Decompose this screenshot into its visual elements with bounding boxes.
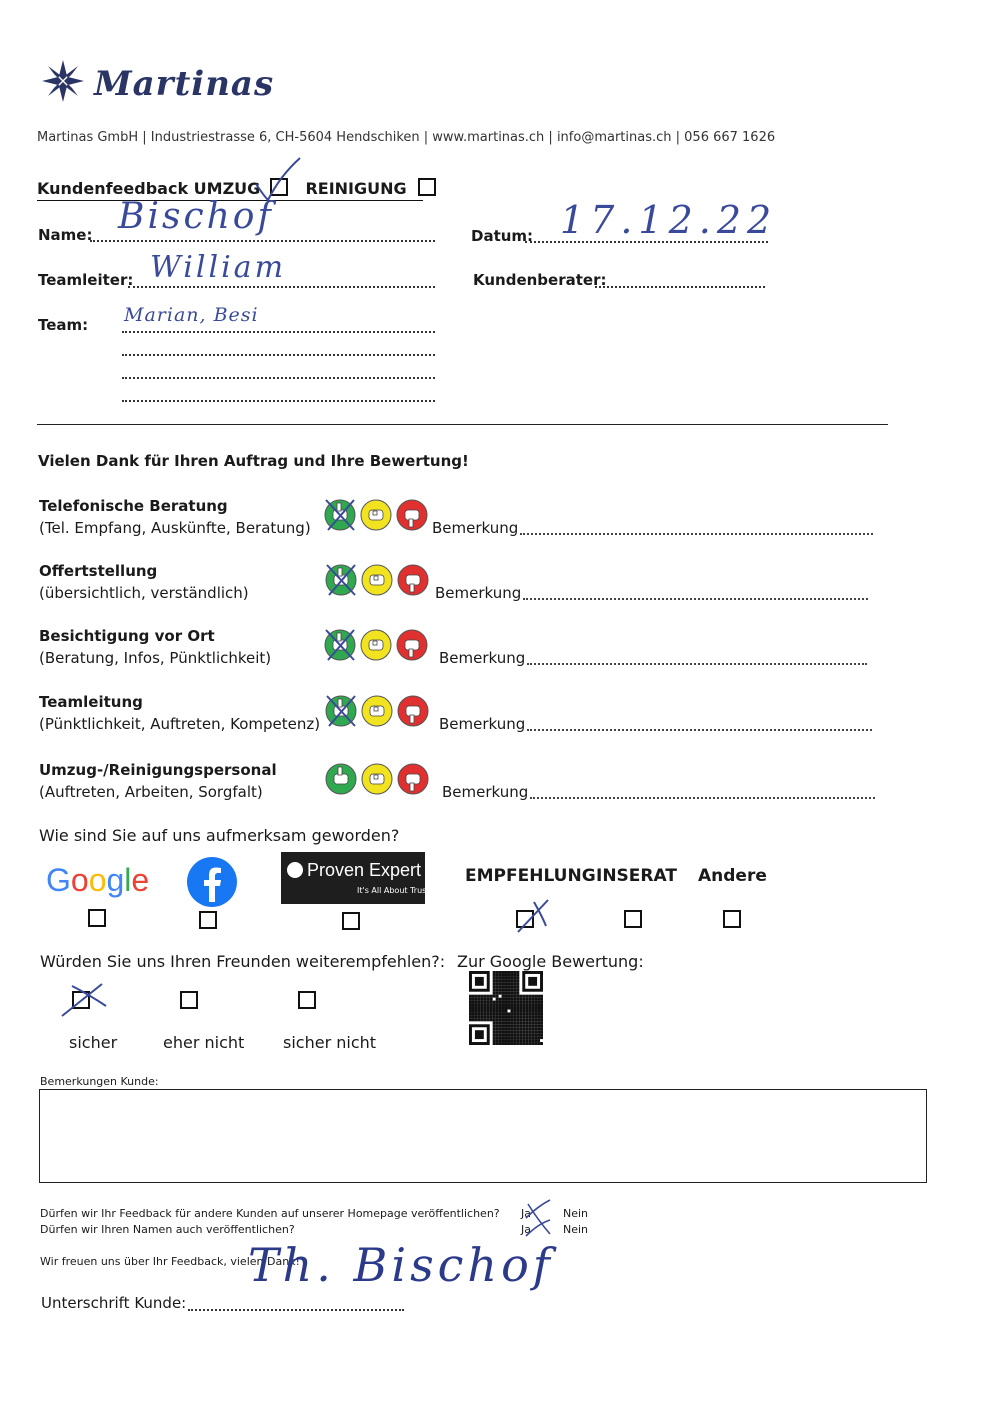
signature-line <box>188 1309 404 1311</box>
rating-remark-label: Bemerkung <box>435 584 522 602</box>
thumbs-neutral-icon[interactable] <box>361 500 391 530</box>
option-sicher: sicher <box>69 1033 118 1052</box>
thumbs-neutral-icon[interactable] <box>362 764 392 794</box>
sicher-nicht-checkbox[interactable] <box>298 991 316 1009</box>
publish-question-2: Dürfen wir Ihren Namen auch veröffentlichen? <box>40 1223 295 1236</box>
rating-title: Telefonische Beratung <box>39 497 228 515</box>
thumbs-down-icon[interactable] <box>398 696 428 726</box>
teamleiter-line <box>128 286 435 288</box>
teamleiter-value[interactable]: William <box>150 250 287 285</box>
rating-title: Teamleitung <box>39 693 143 711</box>
thumbs-down-icon[interactable] <box>397 500 427 530</box>
google-checkbox[interactable] <box>88 909 106 927</box>
name-value[interactable]: Bischof <box>118 196 274 237</box>
company-logo-text: Martinas <box>94 64 275 104</box>
thumbs-up-icon[interactable] <box>326 764 356 794</box>
google-review-qr-code[interactable] <box>469 971 543 1045</box>
empfehlung-x-mark-icon <box>512 898 552 934</box>
rating-remark-label: Bemerkung <box>439 649 526 667</box>
andere-checkbox[interactable] <box>723 910 741 928</box>
andere-label: Andere <box>698 866 767 886</box>
team-line-3[interactable] <box>122 377 435 379</box>
rating-subtitle: (Pünktlichkeit, Auftreten, Kompetenz) <box>39 715 321 733</box>
rating-remark-label: Bemerkung <box>442 783 529 801</box>
sicher-x-mark-icon <box>58 980 110 1020</box>
proven-expert-checkbox[interactable] <box>342 912 360 930</box>
google-review-label: Zur Google Bewertung: <box>457 952 644 971</box>
title-reinigung: REINIGUNG <box>305 179 407 198</box>
thumbs-neutral-icon[interactable] <box>362 565 392 595</box>
reinigung-checkbox[interactable] <box>418 178 436 196</box>
option-sicher-nicht: sicher nicht <box>283 1033 377 1052</box>
thanks-heading: Vielen Dank für Ihren Auftrag und Ihre Bewertung! <box>38 452 469 470</box>
martinas-logo-icon <box>40 58 86 104</box>
thumbs-down-icon[interactable] <box>398 764 428 794</box>
rating-faces <box>325 563 433 597</box>
thumbs-neutral-icon[interactable] <box>361 630 391 660</box>
team-label: Team: <box>38 316 89 334</box>
proven-expert-text: Proven Expert <box>307 860 422 880</box>
datum-label: Datum: <box>471 227 534 245</box>
rating-remark-input[interactable] <box>530 797 875 799</box>
rating-faces <box>324 628 432 662</box>
facebook-icon <box>186 856 238 908</box>
rating-faces <box>324 498 432 532</box>
closing-text: Wir freuen uns über Ihr Feedback, vielen Dank! <box>40 1255 300 1268</box>
publish-q2-ja[interactable]: Ja <box>521 1223 531 1236</box>
recommend-question: Würden Sie uns Ihren Freunden weiterempfehlen?: <box>40 952 446 971</box>
team-value[interactable]: Marian, Besi <box>124 304 259 326</box>
thumbs-down-icon[interactable] <box>398 565 428 595</box>
remarks-label: Bemerkungen Kunde: <box>40 1075 159 1088</box>
rating-remark-input[interactable] <box>520 533 873 535</box>
signature-label: Unterschrift Kunde: <box>41 1294 187 1312</box>
remarks-textarea[interactable] <box>39 1089 927 1183</box>
rating-subtitle: (übersichtlich, verständlich) <box>39 584 249 602</box>
contact-line: Martinas GmbH | Industriestrasse 6, CH-5604 Hendschiken | www.martinas.ch | info@martinas.ch | 056 667 1626 <box>37 130 776 145</box>
name-label: Name: <box>38 226 93 244</box>
rating-subtitle: (Auftreten, Arbeiten, Sorgfalt) <box>39 783 263 801</box>
thumbs-down-icon[interactable] <box>397 630 427 660</box>
rating-title: Offertstellung <box>39 562 158 580</box>
google-logo: Google <box>46 862 150 898</box>
rating-title: Umzug-/Reinigungspersonal <box>39 761 277 779</box>
inserat-checkbox[interactable] <box>624 910 642 928</box>
rating-remark-input[interactable] <box>527 663 867 665</box>
thumbs-neutral-icon[interactable] <box>362 696 392 726</box>
name-line <box>90 240 435 242</box>
rating-subtitle: (Tel. Empfang, Auskünfte, Beratung) <box>39 519 311 537</box>
kundenberater-label: Kundenberater: <box>473 271 607 289</box>
publish-q2-nein[interactable]: Nein <box>563 1223 589 1236</box>
publish-q1-ja[interactable]: Ja <box>521 1207 531 1220</box>
proven-expert-tagline: It's All About Trust <box>357 886 430 895</box>
rating-remark-input[interactable] <box>527 729 872 731</box>
kundenberater-line[interactable] <box>595 286 765 288</box>
eher-nicht-checkbox[interactable] <box>180 991 198 1009</box>
title-umzug: Kundenfeedback UMZUG <box>37 179 261 198</box>
rating-subtitle: (Beratung, Infos, Pünktlichkeit) <box>39 649 272 667</box>
empfehlung-label: EMPFEHLUNG <box>465 866 596 886</box>
rating-faces <box>325 762 433 796</box>
facebook-checkbox[interactable] <box>199 911 217 929</box>
signature-value[interactable]: Th. Bischof <box>248 1238 554 1292</box>
teamleiter-label: Teamleiter: <box>38 271 134 289</box>
rating-remark-label: Bemerkung <box>439 715 526 733</box>
team-line-1 <box>122 331 435 333</box>
team-line-4[interactable] <box>122 400 435 402</box>
publish-ja-x-mark-icon <box>520 1198 554 1238</box>
source-question: Wie sind Sie auf uns aufmerksam geworden? <box>39 826 400 845</box>
option-eher-nicht: eher nicht <box>163 1033 245 1052</box>
section-divider <box>37 424 888 425</box>
team-line-2[interactable] <box>122 354 435 356</box>
rating-faces <box>325 694 433 728</box>
rating-title: Besichtigung vor Ort <box>39 627 215 645</box>
publish-q1-nein[interactable]: Nein <box>563 1207 589 1220</box>
proven-expert-logo <box>281 852 430 904</box>
publish-question-1: Dürfen wir Ihr Feedback für andere Kunden auf unserer Homepage veröffentlichen? <box>40 1207 500 1220</box>
rating-remark-label: Bemerkung <box>432 519 519 537</box>
rating-remark-input[interactable] <box>523 598 868 600</box>
datum-value[interactable]: 17.12.22 <box>560 198 778 242</box>
inserat-label: INSERAT <box>596 866 677 886</box>
